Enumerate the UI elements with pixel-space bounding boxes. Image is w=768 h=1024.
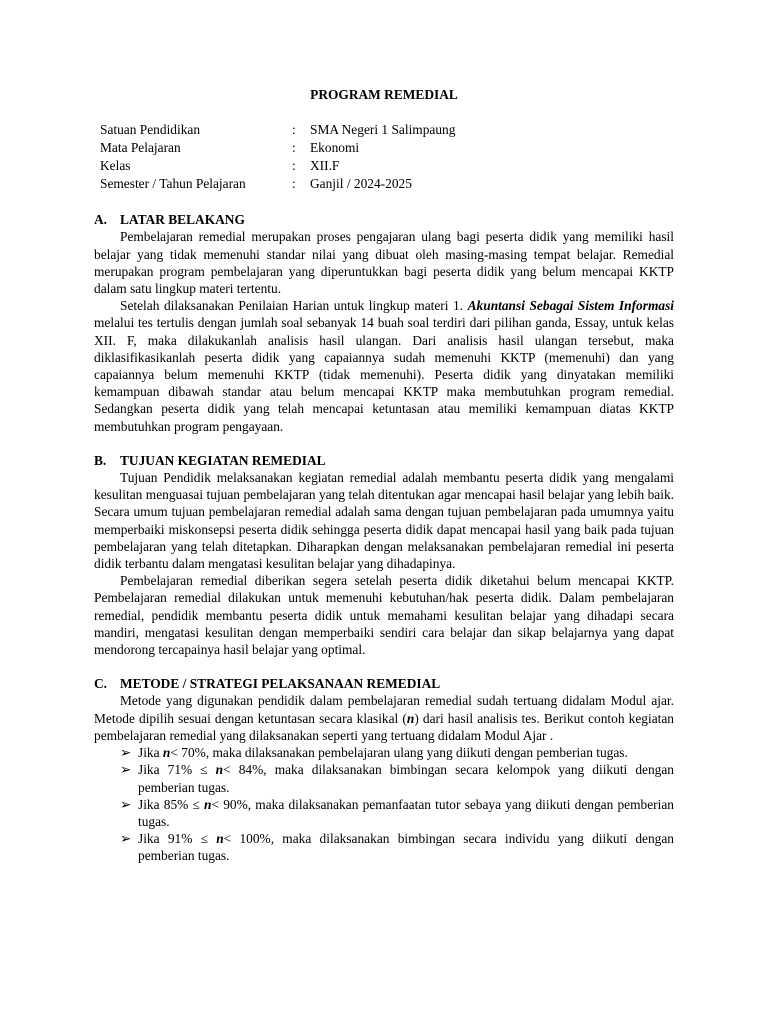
list-item bbox=[120, 744, 674, 761]
info-row bbox=[100, 175, 455, 193]
paragraph: Tujuan Pendidik melaksanakan kegiatan remedial adalah membantu peserta didik yang mengalami kesulitan menguasai tujuan pembelajaran yang telah ditentukan agar mencapai hasil belajar yang lebih baik. Secara umum tujuan pembelajaran remedial adalah sama dengan tujuan pembelajaran pada umumnya yaitu memperbaiki miskonsepsi peserta didik sehingga peserta didik dapat mencapai hasil yang baik pada tujuan pembelajaran yang telah ditetapkan. Diharapkan dengan melaksanakan pembelajaran remedial ini peserta didik terbantu dalam mengatasi kesulitan belajar yang dihadapinya. bbox=[94, 470, 674, 572]
info-label: Mata Pelajaran bbox=[100, 140, 181, 156]
paragraph: Pembelajaran remedial diberikan segera setelah peserta didik diketahui belum mencapai KKTP. Pembelajaran remedial dilakukan untuk memenuhi kebutuhan/hak peserta didik. Dalam pembelajaran remedial, pendidik membantu peserta didik untuk memahami kesulitan belajar yang dihadapi secara mandiri, mengatasi kesulitan dengan memperbaiki sendiri cara belajar dan sikap belajarnya yang dapat mendorong tercapainya hasil belajar yang optimal. bbox=[94, 573, 674, 658]
info-colon: : bbox=[292, 140, 296, 156]
document-title: PROGRAM REMEDIAL bbox=[310, 87, 458, 102]
text-span: < 84%, maka dilaksanakan bimbingan secara kelompok yang diikuti dengan pemberian tugas. bbox=[138, 762, 674, 795]
section-title: TUJUAN KEGIATAN REMEDIAL bbox=[120, 452, 326, 468]
arrow-bullet-icon: ➢ bbox=[120, 831, 132, 847]
info-label: Kelas bbox=[100, 158, 131, 174]
info-label: Semester / Tahun Pelajaran bbox=[100, 176, 246, 192]
info-colon: : bbox=[292, 122, 296, 138]
paragraph: Pembelajaran remedial merupakan proses pengajaran ulang bagi peserta didik yang memiliki hasil belajar yang tidak memenuhi standar nilai yang dibuat oleh masing-masing tempat belajar. Remedial merupakan program pembelajaran yang diperuntukkan bagi peserta didik yang belum mencapai KKTP dalam satu lingkup materi tertentu. bbox=[94, 229, 674, 297]
list-item bbox=[120, 830, 674, 864]
info-row bbox=[100, 121, 455, 139]
text-span: Jika 85% ≤ bbox=[138, 796, 205, 812]
text-span: melalui tes tertulis dengan jumlah soal sebanyak 14 buah soal terdiri dari pilihan ganda, Essay, untuk kelas XII. F, maka dilakukanlah analisis hasil ulangan. Dari analisis hasil ulangan tersebut, maka diklasifikasikanlah peserta didik yang capaiannya sudah memenuhi KKTP (memenuhi) dan yang capaiannya belum memenuhi KKTP (tidak memenuhi). Peserta didik yang dinyatakan memiliki kemampuan dibawah standar atau belum mencapai KKTP maka membutuhkan program remedial. Sedangkan peserta didik yang telah mencapai ketuntasan atau memiliki kemampuan diatas KKTP membutuhkan program pengayaan. bbox=[94, 315, 674, 434]
emphasis-text: n bbox=[216, 831, 224, 847]
arrow-bullet-icon: ➢ bbox=[120, 745, 132, 761]
spacer bbox=[94, 435, 674, 452]
info-value: SMA Negeri 1 Salimpaung bbox=[310, 122, 456, 138]
arrow-bullet-icon: ➢ bbox=[120, 796, 132, 812]
info-row bbox=[100, 157, 455, 175]
emphasis-text: n bbox=[162, 745, 171, 761]
info-label: Satuan Pendidikan bbox=[100, 122, 201, 138]
section-number: A. bbox=[94, 212, 108, 228]
text-span: ) dari hasil analisis tes. Berikut contoh kegiatan pembelajaran remedial yang dilaksanakan seperti yang tertuang didalam Modul Ajar . bbox=[94, 710, 675, 743]
list-item bbox=[120, 796, 674, 830]
section-c-heading bbox=[94, 675, 674, 692]
text-span: Jika 91% ≤ bbox=[138, 831, 217, 847]
section-title: METODE / STRATEGI PELAKSANAAN REMEDIAL bbox=[120, 676, 441, 692]
text-span: Setelah dilaksanakan Penilaian Harian untuk lingkup materi 1. bbox=[120, 298, 468, 314]
section-title: LATAR BELAKANG bbox=[120, 212, 245, 228]
arrow-bullet-icon: ➢ bbox=[120, 762, 132, 778]
info-value: Ganjil / 2024-2025 bbox=[310, 176, 412, 192]
text-span: Jika bbox=[138, 745, 163, 761]
info-colon: : bbox=[292, 158, 296, 174]
emphasis-text: Akuntansi Sebagai Sistem Informasi bbox=[467, 298, 674, 314]
emphasis-text: n bbox=[215, 762, 224, 778]
text-span: < 100%, maka dilaksanakan bimbingan secara individu yang diikuti dengan pemberian tugas. bbox=[138, 831, 674, 864]
info-value: XII.F bbox=[310, 158, 340, 174]
info-value: Ekonomi bbox=[310, 140, 360, 156]
section-number: C. bbox=[94, 676, 108, 692]
emphasis-text: n bbox=[406, 710, 415, 726]
section-b-heading bbox=[94, 452, 674, 469]
spacer bbox=[94, 658, 674, 675]
paragraph bbox=[94, 297, 674, 435]
list-item bbox=[120, 761, 674, 795]
text-span: Jika 71% ≤ bbox=[138, 762, 216, 778]
text-span: Metode yang digunakan pendidik dalam pembelajaran remedial sudah tertuang didalam Modul ajar. Metode dipilih sesuai dengan ketuntasan secara klasikal ( bbox=[94, 693, 674, 726]
criteria-list bbox=[94, 744, 674, 864]
info-row bbox=[100, 139, 455, 157]
text-span: < 90%, maka dilaksanakan pemanfaatan tutor sebaya yang diikuti dengan pemberian tugas. bbox=[138, 796, 674, 829]
emphasis-text: n bbox=[204, 796, 212, 812]
section-number: B. bbox=[94, 452, 107, 468]
section-a-heading bbox=[94, 211, 674, 228]
info-table bbox=[100, 121, 455, 193]
paragraph bbox=[94, 692, 674, 744]
info-colon: : bbox=[292, 176, 296, 192]
text-span: < 70%, maka dilaksanakan pembelajaran ulang yang diikuti dengan pemberian tugas. bbox=[170, 745, 628, 761]
